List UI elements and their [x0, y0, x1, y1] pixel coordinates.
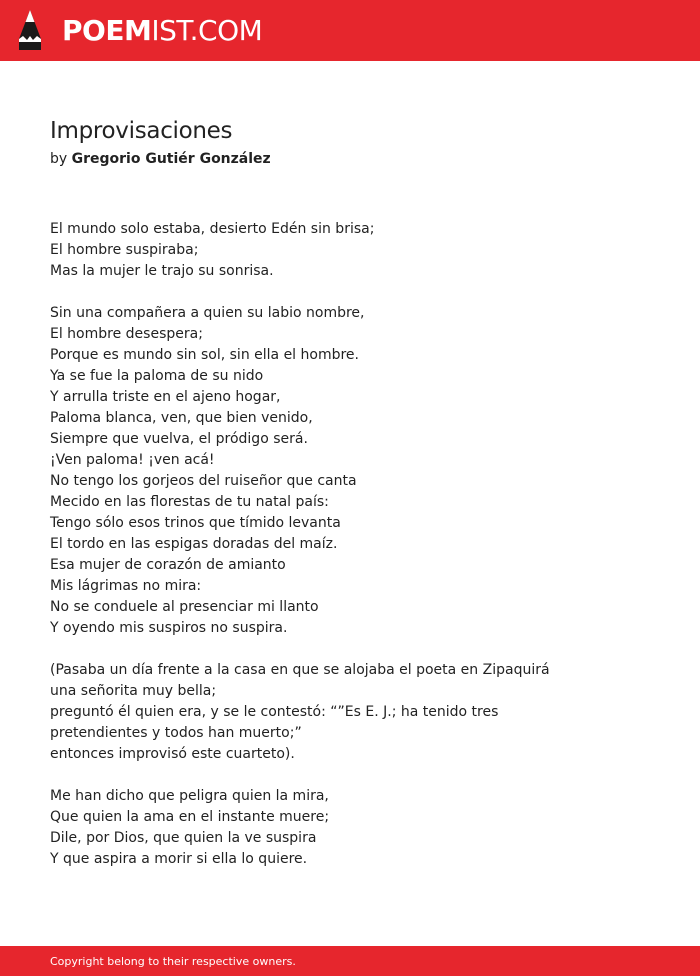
- poem-line: El hombre desespera;: [50, 326, 203, 342]
- poem-line: No se conduele al presenciar mi llanto: [50, 599, 319, 615]
- poem-line: Mas la mujer le trajo su sonrisa.: [50, 263, 274, 279]
- poem-author: Gregorio Gutiér González: [71, 151, 271, 167]
- poem-line: Ya se fue la paloma de su nido: [50, 368, 264, 384]
- poem-line: una señorita muy bella;: [50, 683, 217, 699]
- poem-line: preguntó él quien era, y se le contestó: “”Es E. J.; ha tenido tres: [50, 704, 499, 720]
- stanza-4: [50, 786, 660, 870]
- poem-byline: [50, 148, 271, 170]
- poem-line: Mis lágrimas no mira:: [50, 578, 202, 594]
- site-footer: [0, 946, 700, 976]
- poem-line: Dile, por Dios, que quien la ve suspira: [50, 830, 317, 846]
- stanza-1: [50, 219, 660, 282]
- poem-line: Y arrulla triste en el ajeno hogar,: [50, 389, 281, 405]
- stanza-3: [50, 660, 660, 765]
- poem-line: (Pasaba un día frente a la casa en que se alojaba el poeta en Zipaquirá: [50, 662, 550, 678]
- poem-line: El mundo solo estaba, desierto Edén sin brisa;: [50, 221, 375, 237]
- poem-line: Y que aspira a morir si ella lo quiere.: [50, 851, 308, 867]
- poem-title: Improvisaciones: [50, 118, 233, 144]
- poem-line: Tengo sólo esos trinos que tímido levanta: [50, 515, 341, 531]
- site-header: [0, 0, 700, 61]
- pencil-logo-icon[interactable]: [18, 9, 42, 51]
- brand-light: IST.COM: [151, 14, 263, 47]
- copyright-notice: Copyright belong to their respective owners.: [50, 955, 296, 968]
- poem-line: Y oyendo mis suspiros no suspira.: [50, 620, 288, 636]
- poem-line: Porque es mundo sin sol, sin ella el hombre.: [50, 347, 359, 363]
- poem-line: Que quien la ama en el instante muere;: [50, 809, 330, 825]
- site-logo-text[interactable]: [62, 14, 262, 48]
- poem-line: No tengo los gorjeos del ruiseñor que canta: [50, 473, 357, 489]
- poem-line: Paloma blanca, ven, que bien venido,: [50, 410, 313, 426]
- poem-line: Me han dicho que peligra quien la mira,: [50, 788, 329, 804]
- poem-line: entonces improvisó este cuarteto).: [50, 746, 295, 762]
- poem-line: ¡Ven paloma! ¡ven acá!: [50, 452, 215, 468]
- poem-line: Sin una compañera a quien su labio nombre,: [50, 305, 365, 321]
- poem-line: El tordo en las espigas doradas del maíz.: [50, 536, 338, 552]
- brand-strong: POEM: [62, 14, 152, 47]
- stanza-2: [50, 303, 660, 639]
- poem-line: Mecido en las florestas de tu natal país:: [50, 494, 329, 510]
- poem-line: pretendientes y todos han muerto;”: [50, 725, 302, 741]
- by-label: by: [50, 151, 68, 167]
- poem-line: Esa mujer de corazón de amianto: [50, 557, 286, 573]
- poem-line: Siempre que vuelva, el pródigo será.: [50, 431, 308, 447]
- poem-line: El hombre suspiraba;: [50, 242, 199, 258]
- poem-body: [50, 219, 660, 891]
